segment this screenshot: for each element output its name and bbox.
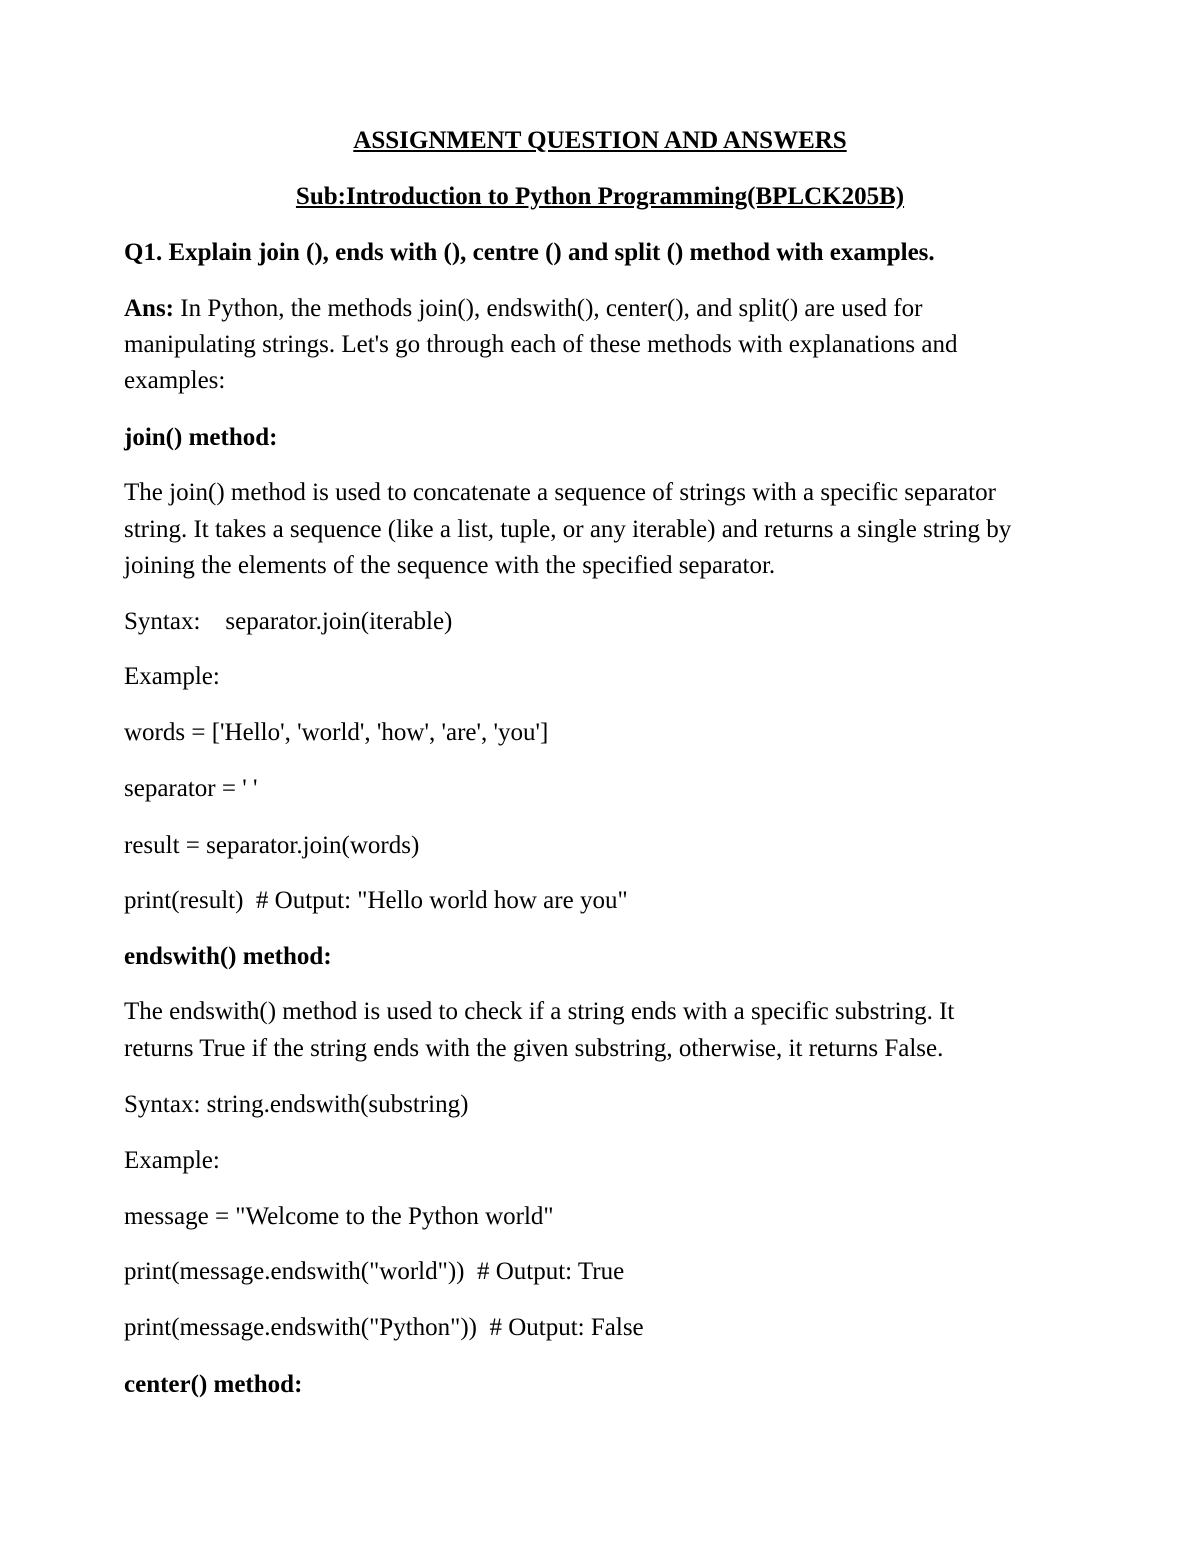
join-example-label: Example:: [124, 663, 220, 690]
join-desc-line-3: joining the elements of the sequence with the specified separator.: [124, 552, 776, 579]
endswith-code-line-1: message = "Welcome to the Python world": [124, 1203, 554, 1230]
join-code-line-4: print(result) # Output: "Hello world how are you": [124, 887, 628, 914]
answer-intro-line-1: [124, 294, 922, 324]
join-code-line-2: separator = ' ': [124, 775, 258, 802]
join-code-line-3: result = separator.join(words): [124, 832, 420, 859]
join-code-line-1: words = ['Hello', 'world', 'how', 'are', 'you']: [124, 719, 549, 746]
document-subtitle: Sub:Introduction to Python Programming(BPLCK205B): [295, 183, 905, 210]
join-desc-line-2: string. It takes a sequence (like a list, tuple, or any iterable) and returns a single string by: [124, 516, 1012, 543]
endswith-heading: endswith() method:: [124, 943, 332, 970]
endswith-syntax: Syntax: string.endswith(substring): [124, 1091, 469, 1118]
join-heading: join() method:: [124, 424, 278, 451]
join-syntax: Syntax: separator.join(iterable): [124, 608, 453, 635]
endswith-code-line-3: print(message.endswith("Python")) # Output: False: [124, 1314, 644, 1341]
center-heading: center() method:: [124, 1371, 303, 1398]
endswith-desc-line-1: The endswith() method is used to check if a string ends with a specific substring. It: [124, 998, 955, 1025]
endswith-example-label: Example:: [124, 1147, 220, 1174]
answer-label: Ans:: [124, 295, 175, 322]
answer-intro-text-1: In Python, the methods join(), endswith(), center(), and split() are used for: [174, 295, 923, 322]
join-desc-line-1: The join() method is used to concatenate a sequence of strings with a specific separator: [124, 479, 996, 506]
endswith-code-line-2: print(message.endswith("world")) # Output: True: [124, 1258, 625, 1285]
document-title: ASSIGNMENT QUESTION AND ANSWERS: [353, 127, 847, 154]
question-text: Q1. Explain join (), ends with (), centre () and split () method with examples.: [124, 239, 935, 266]
endswith-desc-line-2: returns True if the string ends with the given substring, otherwise, it returns False.: [124, 1035, 944, 1062]
answer-intro-line-3: examples:: [124, 367, 226, 394]
answer-intro-line-2: manipulating strings. Let's go through each of these methods with explanations and: [124, 331, 958, 358]
